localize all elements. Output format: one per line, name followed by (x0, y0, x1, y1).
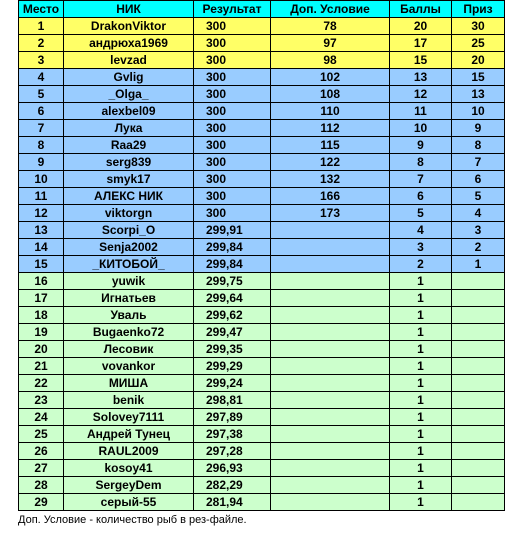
result-cell: 300 (194, 69, 271, 86)
points-cell: 4 (390, 222, 452, 239)
result-cell: 299,64 (194, 290, 271, 307)
result-cell: 297,28 (194, 443, 271, 460)
place-cell: 14 (19, 239, 64, 256)
extra-condition-cell (271, 443, 390, 460)
table-row (19, 477, 505, 494)
table-row (19, 35, 505, 52)
extra-condition-cell (271, 494, 390, 511)
extra-condition-cell: 112 (271, 120, 390, 137)
table-row (19, 52, 505, 69)
nick-cell: SergeyDem (64, 477, 194, 494)
table-row (19, 154, 505, 171)
prize-cell: 4 (452, 205, 505, 222)
table-row (19, 69, 505, 86)
extra-condition-cell: 173 (271, 205, 390, 222)
result-cell: 299,24 (194, 375, 271, 392)
result-cell: 299,84 (194, 256, 271, 273)
table-row (19, 86, 505, 103)
extra-condition-cell (271, 477, 390, 494)
table-row (19, 222, 505, 239)
prize-cell (452, 494, 505, 511)
points-cell: 8 (390, 154, 452, 171)
points-cell: 1 (390, 273, 452, 290)
result-cell: 299,75 (194, 273, 271, 290)
result-cell: 299,91 (194, 222, 271, 239)
result-cell: 299,62 (194, 307, 271, 324)
nick-cell: Solovey7111 (64, 409, 194, 426)
nick-cell: kosoy41 (64, 460, 194, 477)
result-cell: 300 (194, 120, 271, 137)
extra-condition-cell (271, 460, 390, 477)
nick-cell: Лесовик (64, 341, 194, 358)
nick-cell: Scorpi_O (64, 222, 194, 239)
nick-cell: levzad (64, 52, 194, 69)
result-cell: 300 (194, 35, 271, 52)
nick-cell: Bugaenko72 (64, 324, 194, 341)
place-cell: 18 (19, 307, 64, 324)
result-cell: 297,38 (194, 426, 271, 443)
prize-cell (452, 307, 505, 324)
table-row (19, 494, 505, 511)
prize-cell: 2 (452, 239, 505, 256)
table-row (19, 120, 505, 137)
nick-cell: серый-55 (64, 494, 194, 511)
place-cell: 13 (19, 222, 64, 239)
points-cell: 1 (390, 426, 452, 443)
extra-condition-cell: 115 (271, 137, 390, 154)
place-cell: 12 (19, 205, 64, 222)
place-cell: 1 (19, 18, 64, 35)
points-cell: 20 (390, 18, 452, 35)
header-row (19, 1, 505, 18)
extra-condition-cell (271, 290, 390, 307)
place-cell: 3 (19, 52, 64, 69)
prize-cell (452, 477, 505, 494)
prize-cell (452, 290, 505, 307)
points-cell: 13 (390, 69, 452, 86)
extra-condition-cell: 97 (271, 35, 390, 52)
nick-cell: Андрей Тунец (64, 426, 194, 443)
nick-cell: Уваль (64, 307, 194, 324)
nick-cell: АЛЕКС НИК (64, 188, 194, 205)
prize-cell: 5 (452, 188, 505, 205)
table-row (19, 290, 505, 307)
prize-cell (452, 443, 505, 460)
table-row (19, 324, 505, 341)
nick-cell: Gvlig (64, 69, 194, 86)
extra-condition-cell: 166 (271, 188, 390, 205)
place-cell: 26 (19, 443, 64, 460)
prize-cell: 15 (452, 69, 505, 86)
table-row (19, 103, 505, 120)
result-cell: 300 (194, 154, 271, 171)
table-row (19, 375, 505, 392)
points-cell: 1 (390, 307, 452, 324)
result-cell: 300 (194, 137, 271, 154)
header-result: Результат (194, 1, 271, 18)
place-cell: 29 (19, 494, 64, 511)
place-cell: 9 (19, 154, 64, 171)
extra-condition-cell: 132 (271, 171, 390, 188)
header-extra-condition: Доп. Условие (271, 1, 390, 18)
prize-cell (452, 273, 505, 290)
extra-condition-cell (271, 392, 390, 409)
prize-cell (452, 392, 505, 409)
points-cell: 1 (390, 290, 452, 307)
extra-condition-cell: 98 (271, 52, 390, 69)
table-row (19, 341, 505, 358)
prize-cell: 10 (452, 103, 505, 120)
extra-condition-cell (271, 358, 390, 375)
result-cell: 300 (194, 205, 271, 222)
table-row (19, 256, 505, 273)
header-points: Баллы (390, 1, 452, 18)
extra-condition-cell (271, 222, 390, 239)
place-cell: 27 (19, 460, 64, 477)
nick-cell: МИША (64, 375, 194, 392)
points-cell: 9 (390, 137, 452, 154)
result-cell: 298,81 (194, 392, 271, 409)
prize-cell (452, 409, 505, 426)
extra-condition-cell: 122 (271, 154, 390, 171)
result-cell: 282,29 (194, 477, 271, 494)
prize-cell: 3 (452, 222, 505, 239)
table-row (19, 188, 505, 205)
nick-cell: Senja2002 (64, 239, 194, 256)
prize-cell (452, 324, 505, 341)
results-table (18, 0, 505, 511)
place-cell: 23 (19, 392, 64, 409)
points-cell: 2 (390, 256, 452, 273)
nick-cell: Raa29 (64, 137, 194, 154)
prize-cell: 30 (452, 18, 505, 35)
result-cell: 299,84 (194, 239, 271, 256)
prize-cell (452, 460, 505, 477)
nick-cell: андрюха1969 (64, 35, 194, 52)
place-cell: 4 (19, 69, 64, 86)
nick-cell: viktorgn (64, 205, 194, 222)
extra-condition-cell (271, 239, 390, 256)
prize-cell: 1 (452, 256, 505, 273)
nick-cell: DrakonViktor (64, 18, 194, 35)
place-cell: 24 (19, 409, 64, 426)
table-row (19, 460, 505, 477)
extra-condition-cell (271, 375, 390, 392)
place-cell: 25 (19, 426, 64, 443)
result-cell: 281,94 (194, 494, 271, 511)
prize-cell (452, 426, 505, 443)
table-row (19, 443, 505, 460)
table-row (19, 426, 505, 443)
points-cell: 1 (390, 358, 452, 375)
points-cell: 1 (390, 392, 452, 409)
points-cell: 1 (390, 494, 452, 511)
place-cell: 7 (19, 120, 64, 137)
prize-cell: 8 (452, 137, 505, 154)
result-cell: 300 (194, 188, 271, 205)
nick-cell: Лука (64, 120, 194, 137)
result-cell: 300 (194, 18, 271, 35)
place-cell: 17 (19, 290, 64, 307)
points-cell: 17 (390, 35, 452, 52)
extra-condition-cell (271, 273, 390, 290)
result-cell: 300 (194, 86, 271, 103)
points-cell: 12 (390, 86, 452, 103)
points-cell: 3 (390, 239, 452, 256)
points-cell: 15 (390, 52, 452, 69)
prize-cell: 25 (452, 35, 505, 52)
extra-condition-cell: 108 (271, 86, 390, 103)
points-cell: 5 (390, 205, 452, 222)
extra-condition-cell: 102 (271, 69, 390, 86)
prize-cell: 13 (452, 86, 505, 103)
points-cell: 1 (390, 375, 452, 392)
place-cell: 19 (19, 324, 64, 341)
nick-cell: Игнатьев (64, 290, 194, 307)
result-cell: 299,35 (194, 341, 271, 358)
points-cell: 11 (390, 103, 452, 120)
extra-condition-cell (271, 426, 390, 443)
place-cell: 22 (19, 375, 64, 392)
points-cell: 1 (390, 409, 452, 426)
extra-condition-cell (271, 307, 390, 324)
place-cell: 10 (19, 171, 64, 188)
points-cell: 6 (390, 188, 452, 205)
extra-condition-cell (271, 256, 390, 273)
prize-cell (452, 358, 505, 375)
table-row (19, 409, 505, 426)
nick-cell: _КИТОБОЙ_ (64, 256, 194, 273)
table-row (19, 171, 505, 188)
place-cell: 20 (19, 341, 64, 358)
extra-condition-cell (271, 324, 390, 341)
table-row (19, 392, 505, 409)
result-cell: 300 (194, 52, 271, 69)
prize-cell: 7 (452, 154, 505, 171)
table-row (19, 137, 505, 154)
extra-condition-cell (271, 341, 390, 358)
points-cell: 1 (390, 460, 452, 477)
place-cell: 6 (19, 103, 64, 120)
nick-cell: yuwik (64, 273, 194, 290)
extra-condition-cell: 78 (271, 18, 390, 35)
table-row (19, 358, 505, 375)
result-cell: 296,93 (194, 460, 271, 477)
header-prize: Приз (452, 1, 505, 18)
place-cell: 15 (19, 256, 64, 273)
table-row (19, 18, 505, 35)
points-cell: 1 (390, 341, 452, 358)
table-row (19, 239, 505, 256)
nick-cell: alexbel09 (64, 103, 194, 120)
header-nick: НИК (64, 1, 194, 18)
place-cell: 16 (19, 273, 64, 290)
place-cell: 11 (19, 188, 64, 205)
results-body (19, 18, 505, 511)
nick-cell: serg839 (64, 154, 194, 171)
extra-condition-cell (271, 409, 390, 426)
points-cell: 7 (390, 171, 452, 188)
result-cell: 300 (194, 103, 271, 120)
header-place: Место (19, 1, 64, 18)
nick-cell: RAUL2009 (64, 443, 194, 460)
nick-cell: smyk17 (64, 171, 194, 188)
result-cell: 297,89 (194, 409, 271, 426)
place-cell: 2 (19, 35, 64, 52)
nick-cell: vovankor (64, 358, 194, 375)
table-row (19, 205, 505, 222)
result-cell: 299,47 (194, 324, 271, 341)
points-cell: 10 (390, 120, 452, 137)
prize-cell: 6 (452, 171, 505, 188)
result-cell: 300 (194, 171, 271, 188)
table-row (19, 273, 505, 290)
points-cell: 1 (390, 443, 452, 460)
points-cell: 1 (390, 477, 452, 494)
place-cell: 5 (19, 86, 64, 103)
extra-condition-cell: 110 (271, 103, 390, 120)
prize-cell: 20 (452, 52, 505, 69)
place-cell: 8 (19, 137, 64, 154)
prize-cell (452, 341, 505, 358)
result-cell: 299,29 (194, 358, 271, 375)
points-cell: 1 (390, 324, 452, 341)
prize-cell (452, 375, 505, 392)
prize-cell: 9 (452, 120, 505, 137)
table-row (19, 307, 505, 324)
footnote: Доп. Условие - количество рыб в рез-файле. (18, 514, 247, 526)
nick-cell: _Olga_ (64, 86, 194, 103)
place-cell: 21 (19, 358, 64, 375)
nick-cell: benik (64, 392, 194, 409)
place-cell: 28 (19, 477, 64, 494)
